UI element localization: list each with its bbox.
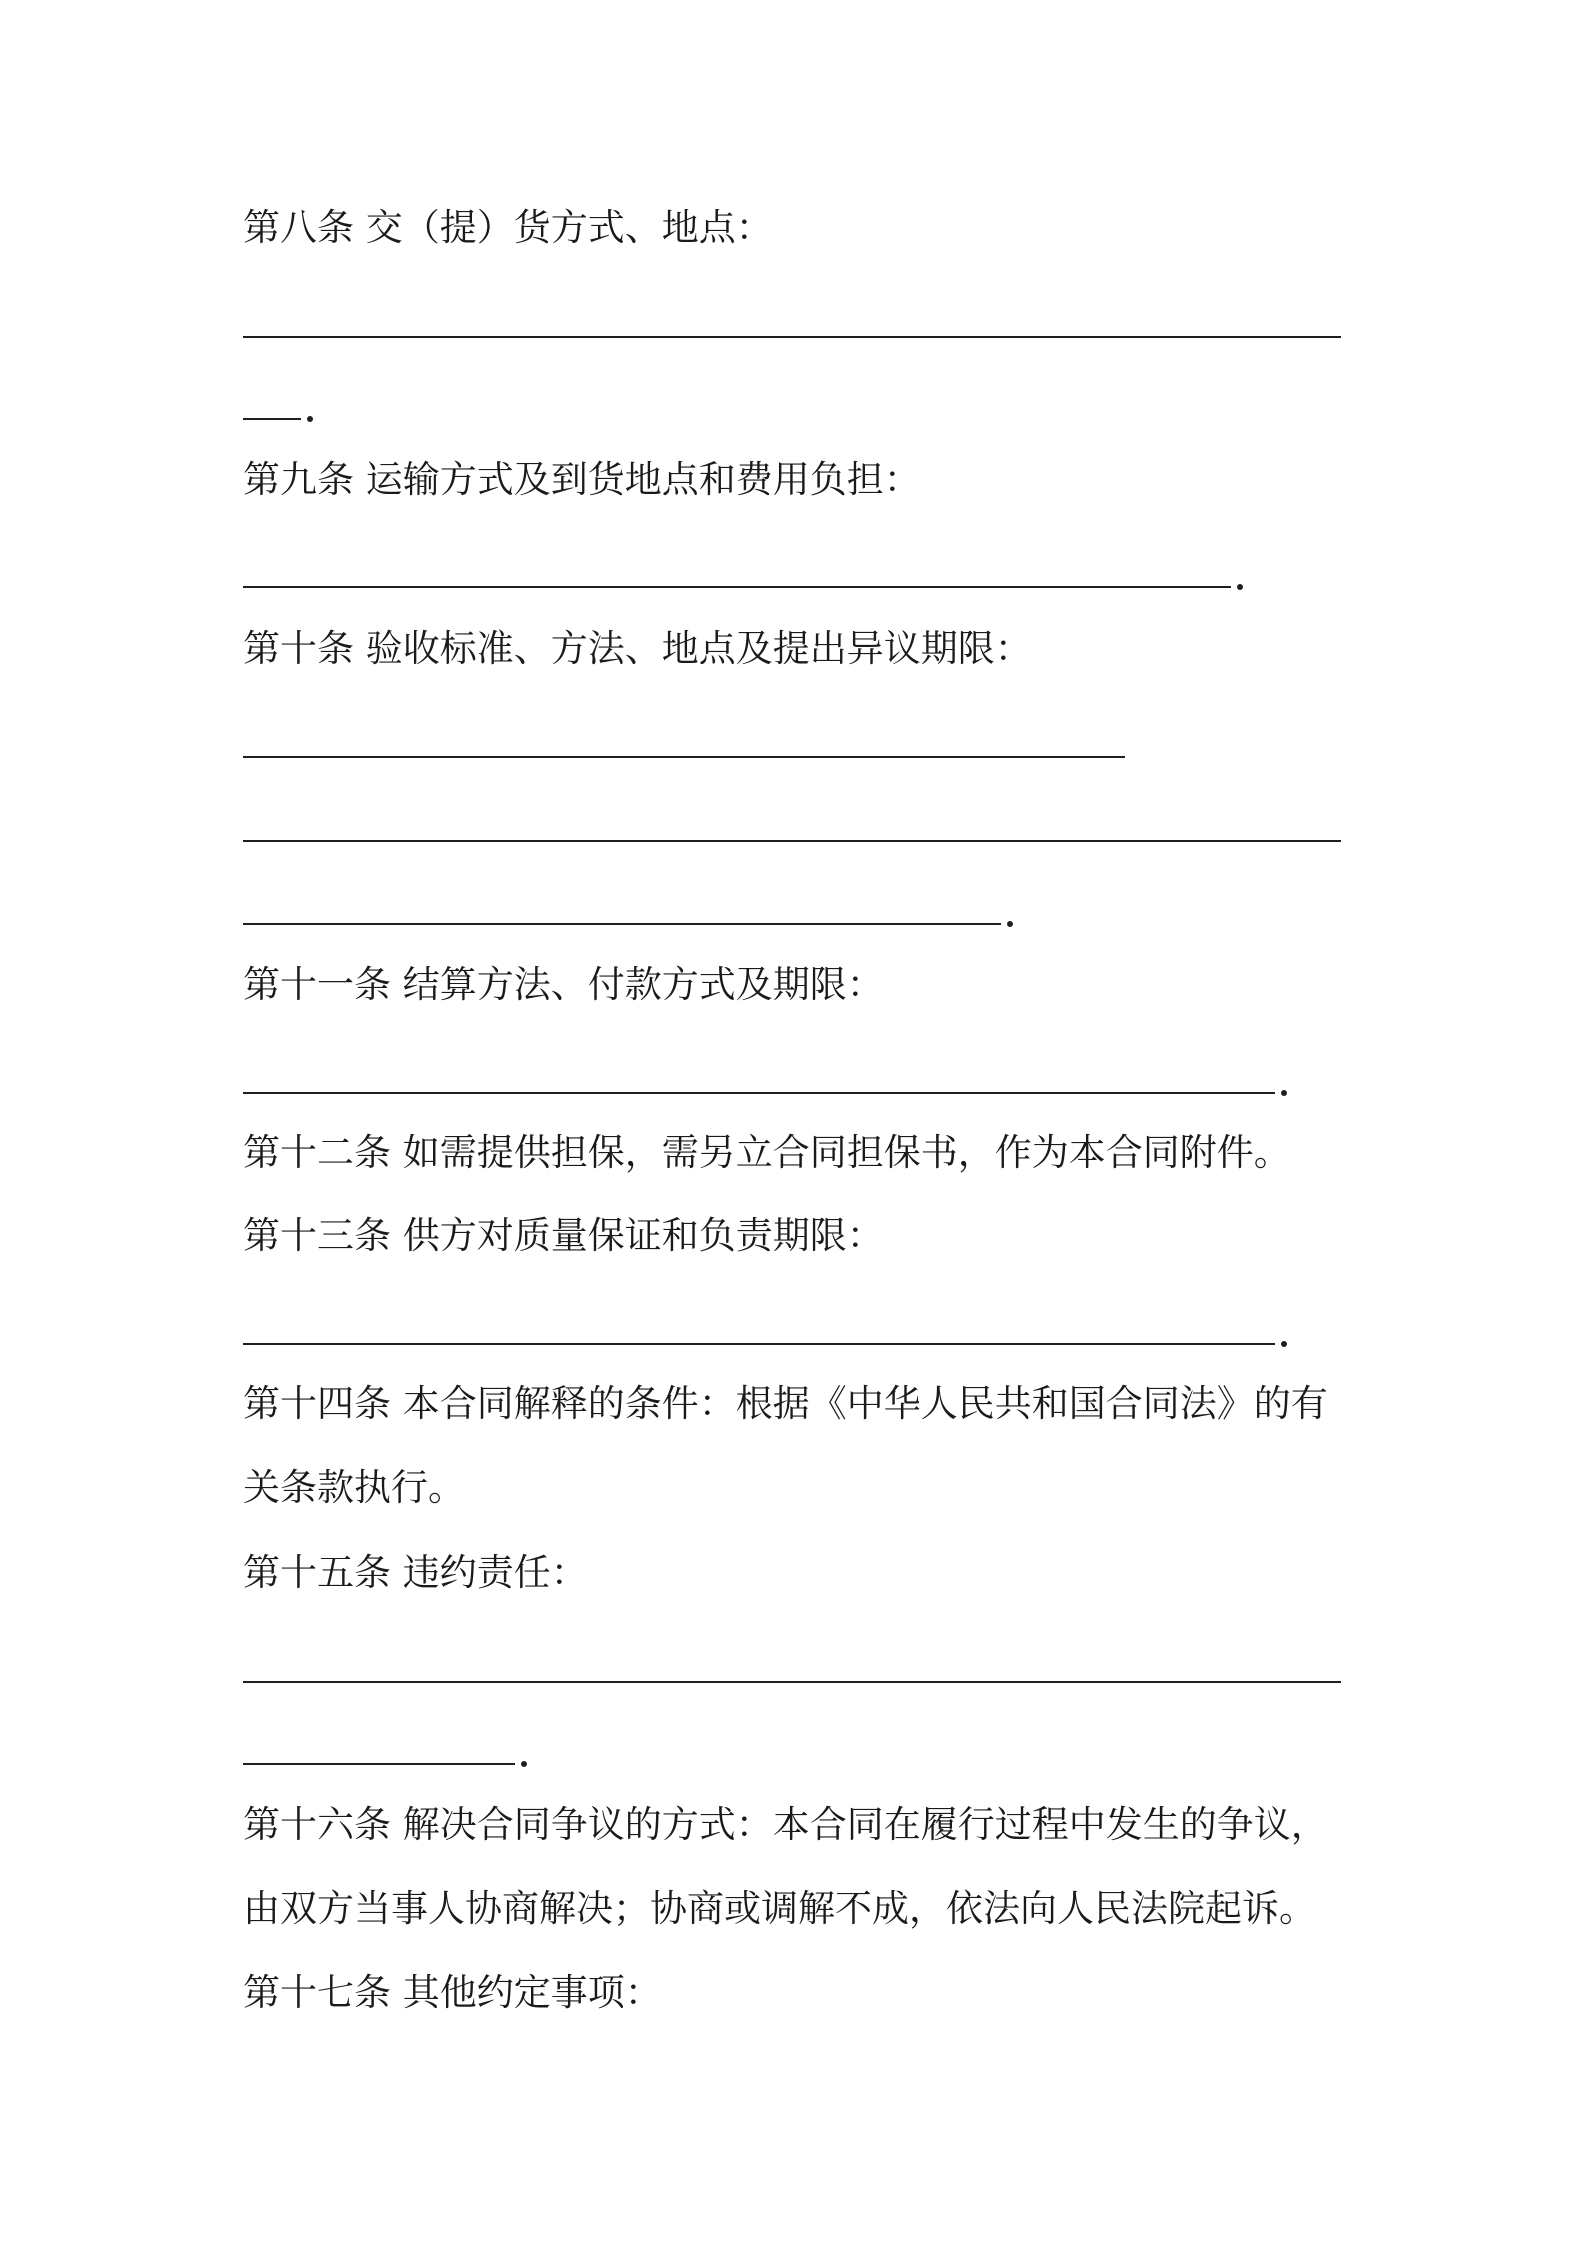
fill-in-rule <box>243 1092 1275 1094</box>
article-13-heading: 第十三条 供方对质量保证和负责期限： <box>243 1214 884 1257</box>
period-mark <box>1007 921 1013 927</box>
fill-in-rule <box>243 840 1341 842</box>
article-9-blank-line <box>243 568 1243 588</box>
period-mark <box>521 1761 527 1767</box>
fill-in-rule <box>243 586 1231 588</box>
article-10-heading: 第十条 验收标准、方法、地点及提出异议期限： <box>243 627 1032 670</box>
period-mark <box>1237 584 1243 590</box>
fill-in-rule <box>243 418 301 420</box>
article-15-blank-line-2 <box>243 1745 527 1765</box>
period-mark <box>1281 1341 1287 1347</box>
article-9-heading: 第九条 运输方式及到货地点和费用负担： <box>243 458 921 501</box>
article-10-blank-line-2 <box>243 822 1341 842</box>
fill-in-rule <box>243 1763 515 1765</box>
fill-in-rule <box>243 336 1341 338</box>
period-mark <box>1281 1090 1287 1096</box>
article-8-blank-line-1 <box>243 318 1341 338</box>
article-11-heading: 第十一条 结算方法、付款方式及期限： <box>243 963 884 1006</box>
period-mark <box>307 416 313 422</box>
fill-in-rule <box>243 1343 1275 1345</box>
article-16-text-line-2: 由双方当事人协商解决；协商或调解不成，依法向人民法院起诉。 <box>243 1887 1316 1930</box>
article-10-blank-line-3 <box>243 905 1013 925</box>
article-15-heading: 第十五条 违约责任： <box>243 1551 588 1594</box>
article-17-heading: 第十七条 其他约定事项： <box>243 1971 662 2014</box>
article-15-blank-line-1 <box>243 1663 1341 1683</box>
article-16-text-line-1: 第十六条 解决合同争议的方式：本合同在履行过程中发生的争议， <box>243 1803 1328 1846</box>
article-8-blank-line-2 <box>243 400 313 420</box>
article-14-text-line-1: 第十四条 本合同解释的条件：根据《中华人民共和国合同法》的有 <box>243 1382 1328 1425</box>
article-10-blank-line-1 <box>243 738 1125 758</box>
article-8-heading: 第八条 交（提）货方式、地点： <box>243 206 773 249</box>
fill-in-rule <box>243 756 1125 758</box>
fill-in-rule <box>243 923 1001 925</box>
article-14-text-line-2: 关条款执行。 <box>243 1466 465 1509</box>
article-11-blank-line <box>243 1074 1287 1094</box>
article-12-text: 第十二条 如需提供担保，需另立合同担保书，作为本合同附件。 <box>243 1131 1291 1174</box>
fill-in-rule <box>243 1681 1341 1683</box>
article-13-blank-line <box>243 1325 1287 1345</box>
